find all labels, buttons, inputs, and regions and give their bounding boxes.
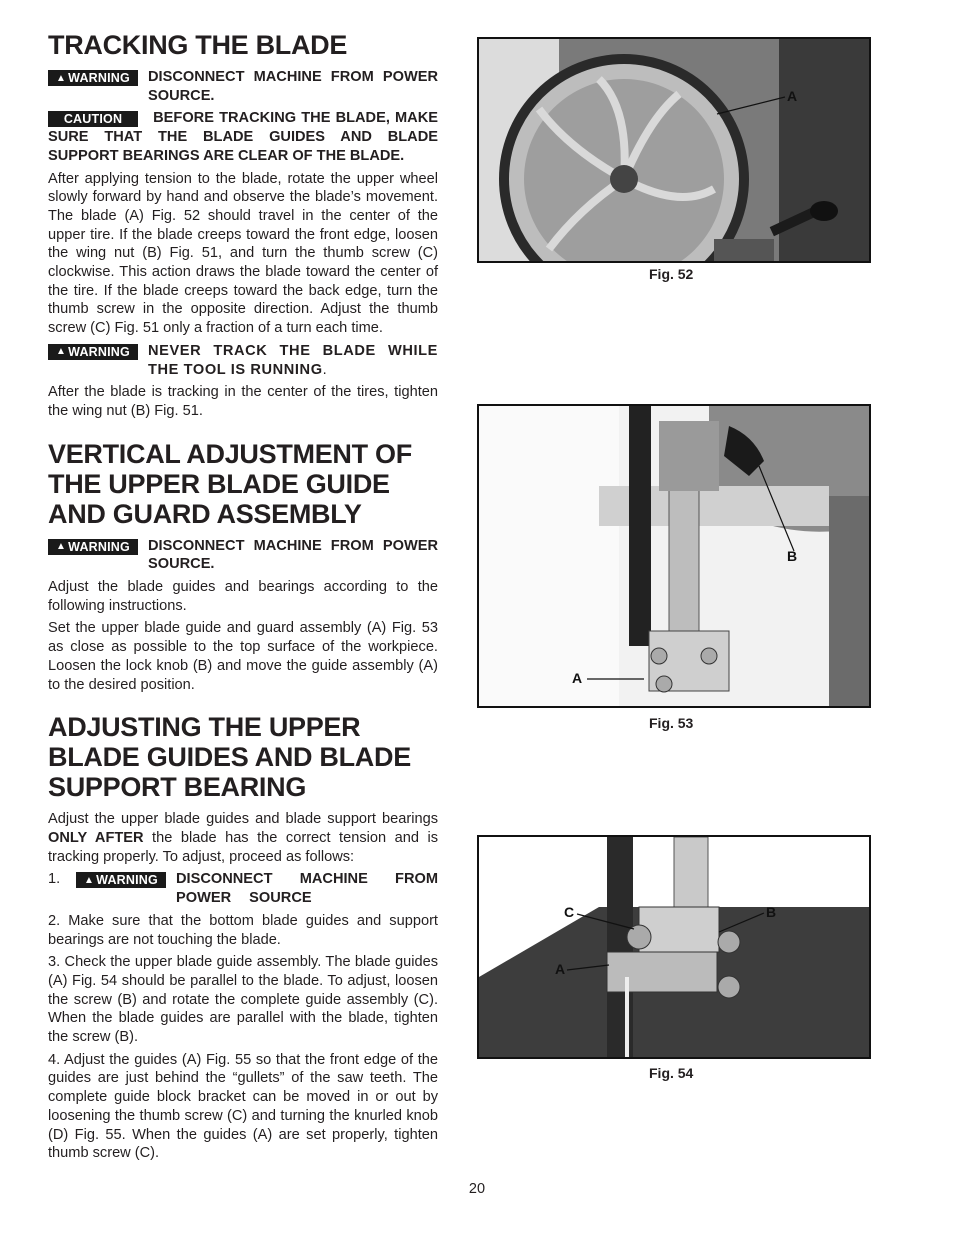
warning-text: NEVER TRACK THE BLADE WHILE THE TOOL IS RUNNING. — [148, 342, 438, 378]
text-column — [48, 30, 438, 1167]
warning-badge: ▲ WARNING — [48, 344, 138, 360]
step-2: 2. Make sure that the bottom blade guides and support bearings are not touching the blade. — [48, 912, 438, 948]
blade-guide-assembly-illustration — [479, 837, 869, 1057]
warning-triangle-icon: ▲ — [56, 346, 67, 358]
figure-53-caption: Fig. 53 — [649, 715, 694, 731]
figure-54-label-a: A — [555, 961, 566, 977]
vertical-paragraph: Adjust the blade guides and bearings according to the following instructions. — [48, 579, 438, 614]
figure-53-label-b: B — [787, 548, 798, 564]
upper-blade-guide-illustration — [479, 406, 869, 706]
tracking-paragraph: After applying tension to the blade, rotate the upper wheel slowly forward by hand and observe the blade’s movement. The blade (A) Fig. 52 should travel in the center of the upper tire. If the blade creeps toward the front edge, loosen the wing nut (B) Fig. 51, and turn the thumb screw (C) clockwise. This action draws the blade toward the center of the tire. If the blade creeps toward the back edge, turn the thumb screw in the opposite direction. Adjust the thumb screw (C) Fig. 51 only a fraction of a turn each time. — [48, 170, 438, 337]
warning-text: DISCONNECT MACHINE FROM POWER SOURCE. — [148, 537, 438, 573]
figure-52-caption: Fig. 52 — [649, 266, 694, 282]
warning-triangle-icon: ▲ — [84, 874, 95, 886]
caution-notice — [48, 109, 438, 165]
figure-52-label-a: A — [787, 88, 798, 104]
warning-text: DISCONNECT MACHINE FROM POWER SOURCE — [176, 871, 438, 907]
figure-53-label-a: A — [572, 670, 583, 686]
step-3: 3. Check the upper blade guide assembly. The blade guides (A) Fig. 54 should be parallel to the blade. To adjust, loosen the screw (B) and rotate the complete guide assembly (C). When the blade guides are parallel with the blade, tighten the screw (B). — [48, 954, 438, 1046]
spacer — [48, 425, 438, 439]
step-4: 4. Adjust the guides (A) Fig. 55 so that the front edge of the guides are just behind the “gullets” of the saw teeth. The complete guide block bracket can be moved in or out by loosening the thumb screw (C) and turning the knurled knob (D) Fig. 55. When the guides (A) are set properly, tighten thumb screw (C). — [48, 1051, 438, 1162]
section-title-vertical: VERTICAL ADJUSTMENT OF THE UPPER BLADE GUIDE AND GUARD ASSEMBLY — [48, 438, 412, 529]
step-number: 1. — [48, 871, 61, 888]
figure-54-caption: Fig. 54 — [649, 1065, 694, 1081]
warning-notice — [48, 537, 438, 574]
figure-52-photo — [477, 37, 871, 263]
page-number: 20 — [468, 1181, 486, 1197]
warning-text: DISCONNECT MACHINE FROM POWER SOURCE. — [148, 69, 438, 104]
warning-badge: ▲ WARNING — [76, 872, 166, 888]
warning-badge: ▲ WARNING — [48, 539, 138, 555]
bandsaw-upper-wheel-illustration — [479, 39, 869, 261]
warning-notice — [48, 342, 438, 379]
vertical-paragraph: Set the upper blade guide and guard assembly (A) Fig. 53 as close as possible to the top surface of the workpiece. Loosen the lock knob (B) and move the guide assembly (A) to the desired position. — [48, 620, 438, 693]
caution-badge: CAUTION — [48, 111, 138, 127]
figure-54-photo — [477, 835, 871, 1059]
caution-text: BEFORE TRACKING THE BLADE, MAKE SURE THAT THE BLADE GUIDES AND BLADE SUPPORT BEARINGS ARE CLEAR OF THE BLADE. — [48, 110, 438, 164]
step-1 — [48, 870, 438, 907]
spacer — [48, 698, 438, 712]
section-title-tracking: TRACKING THE BLADE — [48, 30, 348, 60]
figure-53-photo — [477, 404, 871, 708]
warning-triangle-icon: ▲ — [56, 541, 67, 553]
figure-54-label-b: B — [766, 904, 777, 920]
section-title-adjusting: ADJUSTING THE UPPER BLADE GUIDES AND BLADE SUPPORT BEARING — [48, 712, 411, 803]
tracking-paragraph: After the blade is tracking in the center of the tires, tighten the wing nut (B) Fig. 51. — [48, 384, 438, 419]
warning-notice — [48, 68, 438, 105]
adjusting-intro: Adjust the upper blade guides and blade support bearings ONLY AFTER the blade has the correct tension and is tracking properly. To adjust, proceed as follows: — [48, 811, 438, 865]
warning-badge: ▲ WARNING — [48, 70, 138, 86]
figure-54-label-c: C — [564, 904, 575, 920]
warning-triangle-icon: ▲ — [56, 72, 67, 84]
